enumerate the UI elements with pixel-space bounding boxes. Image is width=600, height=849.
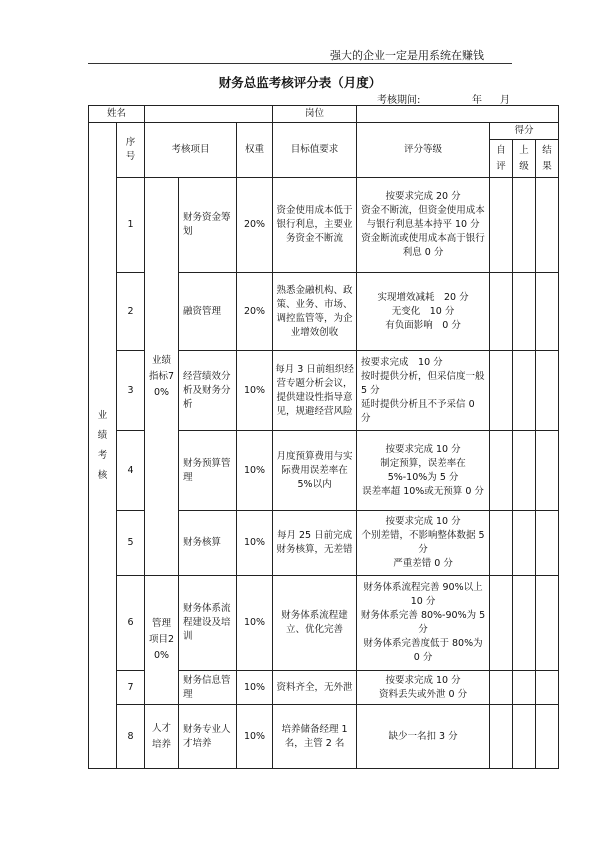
position-field[interactable]	[357, 106, 559, 123]
score-result[interactable]	[536, 671, 559, 705]
row-item: 财务核算	[179, 511, 237, 576]
row-grading: 按要求完成 10 分 按时提供分析，但采信度一般 5 分 延时提供分析且不予采信 0 分	[357, 351, 490, 431]
score-self[interactable]	[490, 705, 513, 769]
row-no: 7	[117, 671, 145, 705]
period-label: 考核期间:	[377, 95, 421, 106]
row-weight: 20%	[237, 273, 273, 351]
row-weight: 20%	[237, 178, 273, 273]
row-target: 熟悉金融机构、政策、业务、市场、调控监管等，为企业增效创收	[273, 273, 357, 351]
group-performance: 业绩指标70%	[145, 178, 179, 576]
assessment-table	[88, 105, 559, 769]
score-result[interactable]	[536, 351, 559, 431]
col-self-header: 自评	[490, 140, 513, 178]
row-grading: 实现增效减耗 20 分 无变化 10 分 有负面影响 0 分	[357, 273, 490, 351]
score-superior[interactable]	[513, 576, 536, 671]
row-item: 财务预算管理	[179, 431, 237, 511]
period-month: 月	[500, 95, 510, 106]
score-result[interactable]	[536, 576, 559, 671]
row-item: 财务专业人才培养	[179, 705, 237, 769]
row-item: 融资管理	[179, 273, 237, 351]
score-superior[interactable]	[513, 671, 536, 705]
row-item: 经营绩效分析及财务分析	[179, 351, 237, 431]
row-weight: 10%	[237, 671, 273, 705]
name-field[interactable]	[145, 106, 273, 123]
name-label: 姓名	[89, 106, 145, 123]
row-no: 5	[117, 511, 145, 576]
col-seq-header: 序号	[117, 123, 145, 178]
table-row	[89, 178, 559, 273]
row-no: 8	[117, 705, 145, 769]
score-result[interactable]	[536, 431, 559, 511]
score-self[interactable]	[490, 576, 513, 671]
score-self[interactable]	[490, 511, 513, 576]
score-superior[interactable]	[513, 351, 536, 431]
col-target-header: 目标值要求	[273, 123, 357, 178]
row-item: 财务资金筹划	[179, 178, 237, 273]
score-superior[interactable]	[513, 431, 536, 511]
score-superior[interactable]	[513, 273, 536, 351]
row-grading: 按要求完成 10 分 个别差错，不影响整体数据 5 分 严重差错 0 分	[357, 511, 490, 576]
score-self[interactable]	[490, 178, 513, 273]
col-result-header: 结果	[536, 140, 559, 178]
col-weight-header: 权重	[237, 123, 273, 178]
table-row	[89, 576, 559, 671]
row-item: 财务信息管理	[179, 671, 237, 705]
row-target: 财务体系流程建立、优化完善	[273, 576, 357, 671]
col-item-header: 考核项目	[145, 123, 237, 178]
row-grading: 按要求完成 10 分 资料丢失或外泄 0 分	[357, 671, 490, 705]
score-result[interactable]	[536, 178, 559, 273]
row-target: 每月 3 日前组织经营专题分析会议，提供建设性指导意见，规避经营风险	[273, 351, 357, 431]
score-result[interactable]	[536, 511, 559, 576]
col-score-header: 得分	[490, 123, 559, 140]
row-weight: 10%	[237, 705, 273, 769]
period-year: 年	[472, 95, 482, 106]
row-weight: 10%	[237, 431, 273, 511]
row-no: 2	[117, 273, 145, 351]
score-result[interactable]	[536, 705, 559, 769]
position-label: 岗位	[273, 106, 357, 123]
row-target: 资金使用成本低于银行利息，主要业务资金不断流	[273, 178, 357, 273]
header-divider	[88, 63, 512, 64]
header-slogan: 强大的企业一定是用系统在赚钱	[330, 49, 484, 62]
col-grading-header: 评分等级	[357, 123, 490, 178]
col-superior-header: 上级	[513, 140, 536, 178]
score-superior[interactable]	[513, 178, 536, 273]
row-target: 每月 25 日前完成财务核算，无差错	[273, 511, 357, 576]
row-no: 1	[117, 178, 145, 273]
group-management: 管理项目20%	[145, 576, 179, 705]
row-grading: 按要求完成 10 分 制定预算，误差率在 5%-10%为 5 分 误差率超 10%或无预算 0 分	[357, 431, 490, 511]
group-talent: 人才培养	[145, 705, 179, 769]
score-self[interactable]	[490, 671, 513, 705]
row-no: 4	[117, 431, 145, 511]
score-superior[interactable]	[513, 511, 536, 576]
row-grading: 财务体系流程完善 90%以上 10 分 财务体系完善 80%-90%为 5 分 财务体系完善度低于 80%为 0 分	[357, 576, 490, 671]
score-self[interactable]	[490, 273, 513, 351]
row-grading: 缺少一名扣 3 分	[357, 705, 490, 769]
row-no: 3	[117, 351, 145, 431]
score-self[interactable]	[490, 431, 513, 511]
row-no: 6	[117, 576, 145, 671]
score-result[interactable]	[536, 273, 559, 351]
table-row	[89, 705, 559, 769]
row-target: 月度预算费用与实际费用误差率在 5%以内	[273, 431, 357, 511]
row-weight: 10%	[237, 576, 273, 671]
score-superior[interactable]	[513, 705, 536, 769]
row-target: 培养储备经理 1 名，主管 2 名	[273, 705, 357, 769]
row-grading: 按要求完成 20 分 资金不断流，但资金使用成本与银行利息基本持平 10 分 资金断流或使用成本高于银行利息 0 分	[357, 178, 490, 273]
row-weight: 10%	[237, 511, 273, 576]
form-title: 财务总监考核评分表（月度）	[218, 75, 382, 90]
category-main: 业绩考核	[89, 123, 117, 769]
row-item: 财务体系流程建设及培训	[179, 576, 237, 671]
score-self[interactable]	[490, 351, 513, 431]
row-weight: 10%	[237, 351, 273, 431]
row-target: 资料齐全，无外泄	[273, 671, 357, 705]
